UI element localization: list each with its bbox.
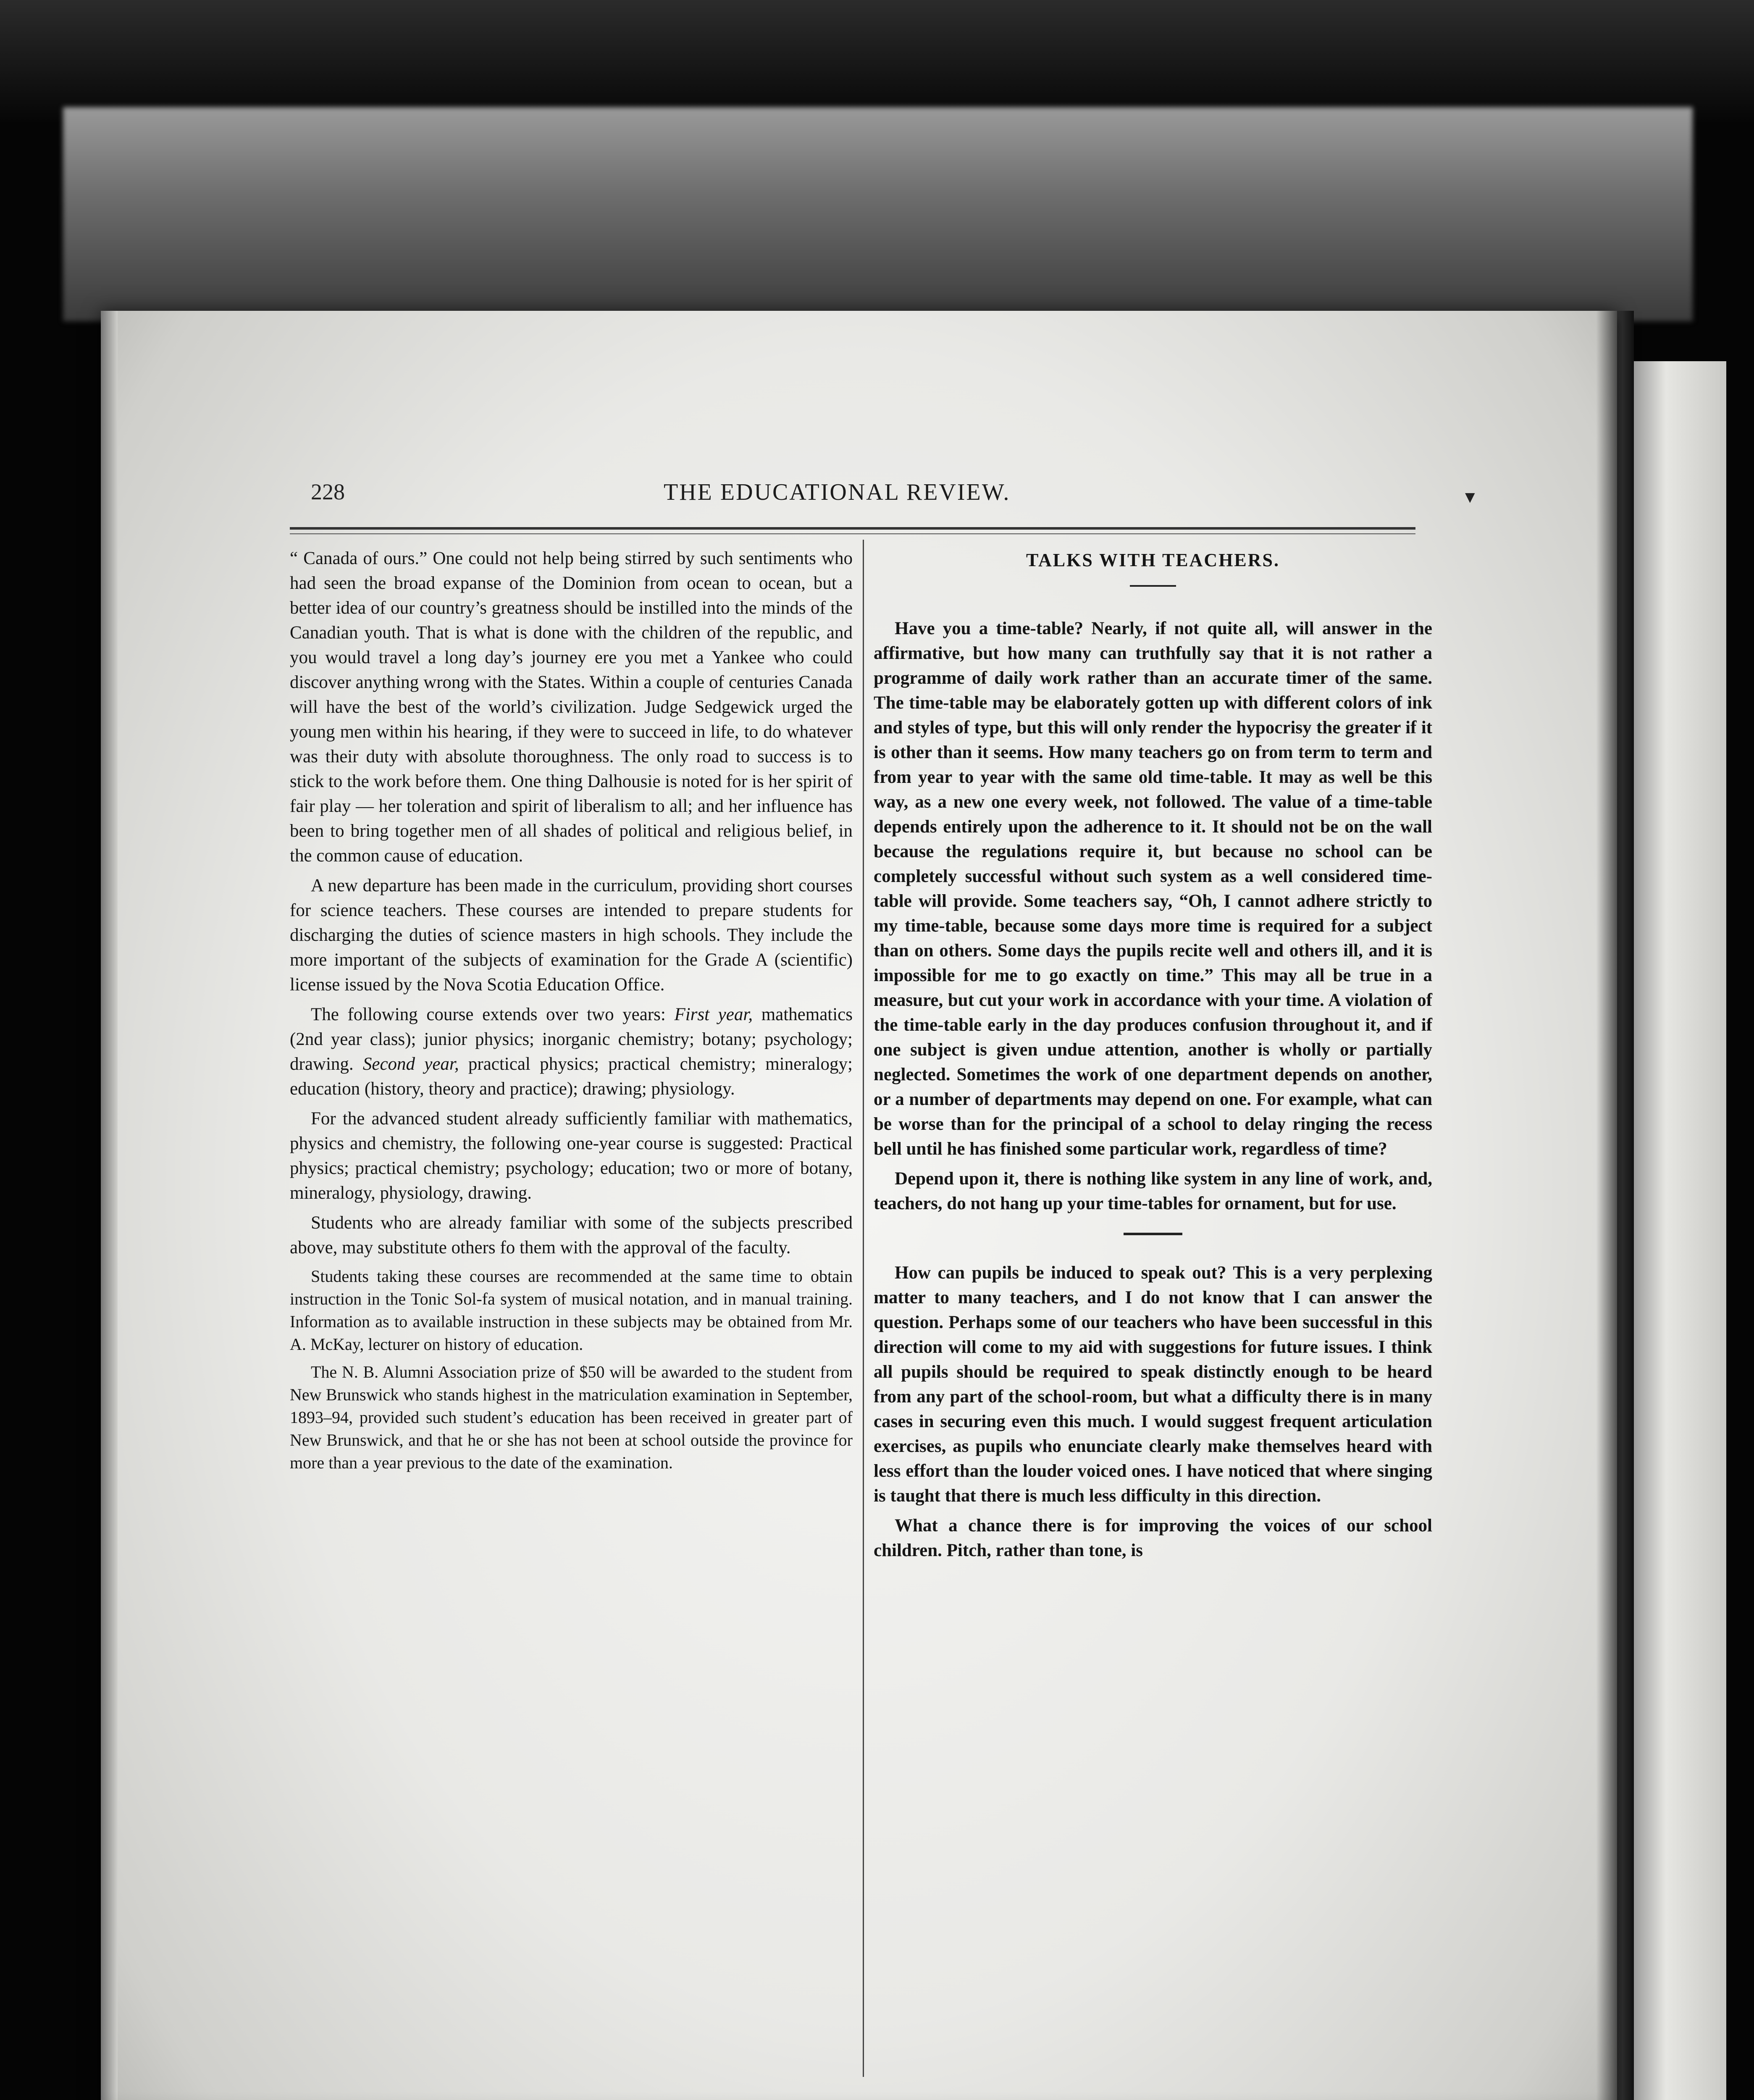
film-border-top: [0, 0, 1754, 122]
paragraph: A new departure has been made in the curriculum, providing short courses for science teachers. These courses are intended to prepare students for discharging the duties of science masters in high schools. They include the more important of the subjects of examination for the Grade A (scientific) license issued by the Nova Scotia Education Office.: [290, 876, 853, 995]
book-gutter: [1596, 311, 1634, 2100]
paragraph: Have you a time-table? Nearly, if not quite all, will answer in the affirmative, but how many can truthfully say that it is not rather a programme of daily work rather than an accurate timer of the same. The time-table may be elaborately gotten up with different colors of ink and styles of type, but this will only render the hypocrisy the greater if it is other than it seems. How many teachers go on from term to term and from year to year with the same old time-table. It may as well be this way, as a new one every week, not followed. The value of a time-table depends entirely upon the adherence to it. It should not be on the wall because the regulations require it, but because no school can be completely successful without such system as a well considered time-table will provide. Some teachers say, “Oh, I cannot adhere strictly to my time-table, because some days more time is required for a subject than on others. Some days the pupils recite well and others ill, and it is impossible for me to go exactly on time.” This may all be true in a measure, but cut your work in accordance with your time. A violation of the time-table early in the day produces confusion throughout it, and if one subject is given undue attention, another is wholly or partially neglected. Sometimes the work of one department depends on another, or a number of departments may depend on one. For example, what can be worse than for the principal of a school to delay ringing the recess bell until he has finished some particular work, regardless of time?: [874, 619, 1432, 1159]
section-rule: [1124, 1233, 1182, 1235]
course-intro: The following course extends over two years:: [311, 1005, 666, 1024]
paragraph: Students taking these courses are recommended at the same time to obtain instruction in the Tonic Sol-fa system of musical notation, and in manual training. Information as to available instruction in these subjects may be obtained from Mr. A. McKay, lecturer on history of education.: [290, 1267, 853, 1354]
column-divider: [863, 540, 864, 2077]
running-title: THE EDUCATIONAL REVIEW.: [664, 479, 1011, 505]
paragraph: What a chance there is for improving the voices of our school children. Pitch, rather than tone, is: [874, 1516, 1432, 1560]
course-paragraph: [290, 1002, 853, 1101]
page-shadow-bottom: [101, 2092, 1617, 2100]
header-mark: ▼: [1462, 488, 1478, 507]
first-year-label: First year,: [674, 1005, 753, 1024]
first-year-text: mathematics (2nd year class); junior physics; inorganic chemistry; botany; psychology; drawing.: [290, 1005, 853, 1074]
paragraph: For the advanced student already sufficiently familiar with mathematics, physics and chemistry, the following one-year course is suggested: Practical physics; practical chemistry; psychology; education; two or more of botany, mineralogy, physiology, drawing.: [290, 1109, 853, 1203]
paragraph: Depend upon it, there is nothing like system in any line of work, and, teachers, do not hang up your time-tables for ornament, but for use.: [874, 1169, 1432, 1213]
second-year-text: practical physics; practical chemistry; mineralogy; education (history, theory and practice); drawing; physiology.: [290, 1054, 853, 1099]
left-column: [290, 546, 853, 1479]
title-rule: [1130, 585, 1176, 587]
paragraph: How can pupils be induced to speak out? This is a very perplexing matter to many teachers, and I do not know that I can answer the question. Perhaps some of our teachers who have been successful in this direction will come to my aid with suggestions for future issues. I think all pupils should be required to speak distinctly enough to be heard from any part of the school-room, but what a difficulty there is in many cases in securing even this much. I would suggest frequent articulation exercises, as pupils who enunciate clearly make themselves heard with less effort than the louder voiced ones. I have noticed that where singing is taught that there is much less difficulty in this direction.: [874, 1263, 1432, 1506]
paragraph: “ Canada of ours.” One could not help being stirred by such sentiments who had seen the broad expanse of the Dominion from ocean to ocean, but a better idea of our country’s greatness should be instilled into the minds of the Canadian youth. That is what is done with the children of the republic, and you would travel a long day’s journey ere you met a Yankee who could discover anything wrong with the States. Within a couple of centuries Canada will have the best of the world’s civilization. Judge Sedgewick urged the young men within his hearing, if they were to succeed in life, to do whatever was their duty with absolute thoroughness. The only road to success is to stick to the work before them. One thing Dalhousie is noted for is her spirit of fair play — her toleration and spirit of liberalism to all; and her influence has been to bring together men of all shades of political and religious belief, in the common cause of education.: [290, 549, 853, 866]
header-rule: [290, 527, 1415, 530]
right-column: [874, 546, 1432, 1568]
header-rule-thin: [290, 533, 1415, 534]
section-title: TALKS WITH TEACHERS.: [1026, 550, 1280, 570]
page-shadow-top: [63, 107, 1693, 321]
paragraph: Students who are already familiar with some of the subjects prescribed above, may substitute others fo them with the approval of the faculty.: [290, 1213, 853, 1257]
second-year-label: Second year,: [362, 1054, 459, 1074]
page-number: 228: [311, 479, 345, 504]
paragraph: The N. B. Alumni Association prize of $50 will be awarded to the student from New Brunswick who stands highest in the matriculation examination in September, 1893–94, provided such student’s education has been received in greater part of New Brunswick, and that he or she has not been at school outside the province for more than a year previous to the date of the examination.: [290, 1362, 853, 1472]
facing-page-edge: [1625, 361, 1726, 2100]
page-header: [269, 475, 1478, 521]
page-edge-left: [101, 311, 118, 2100]
